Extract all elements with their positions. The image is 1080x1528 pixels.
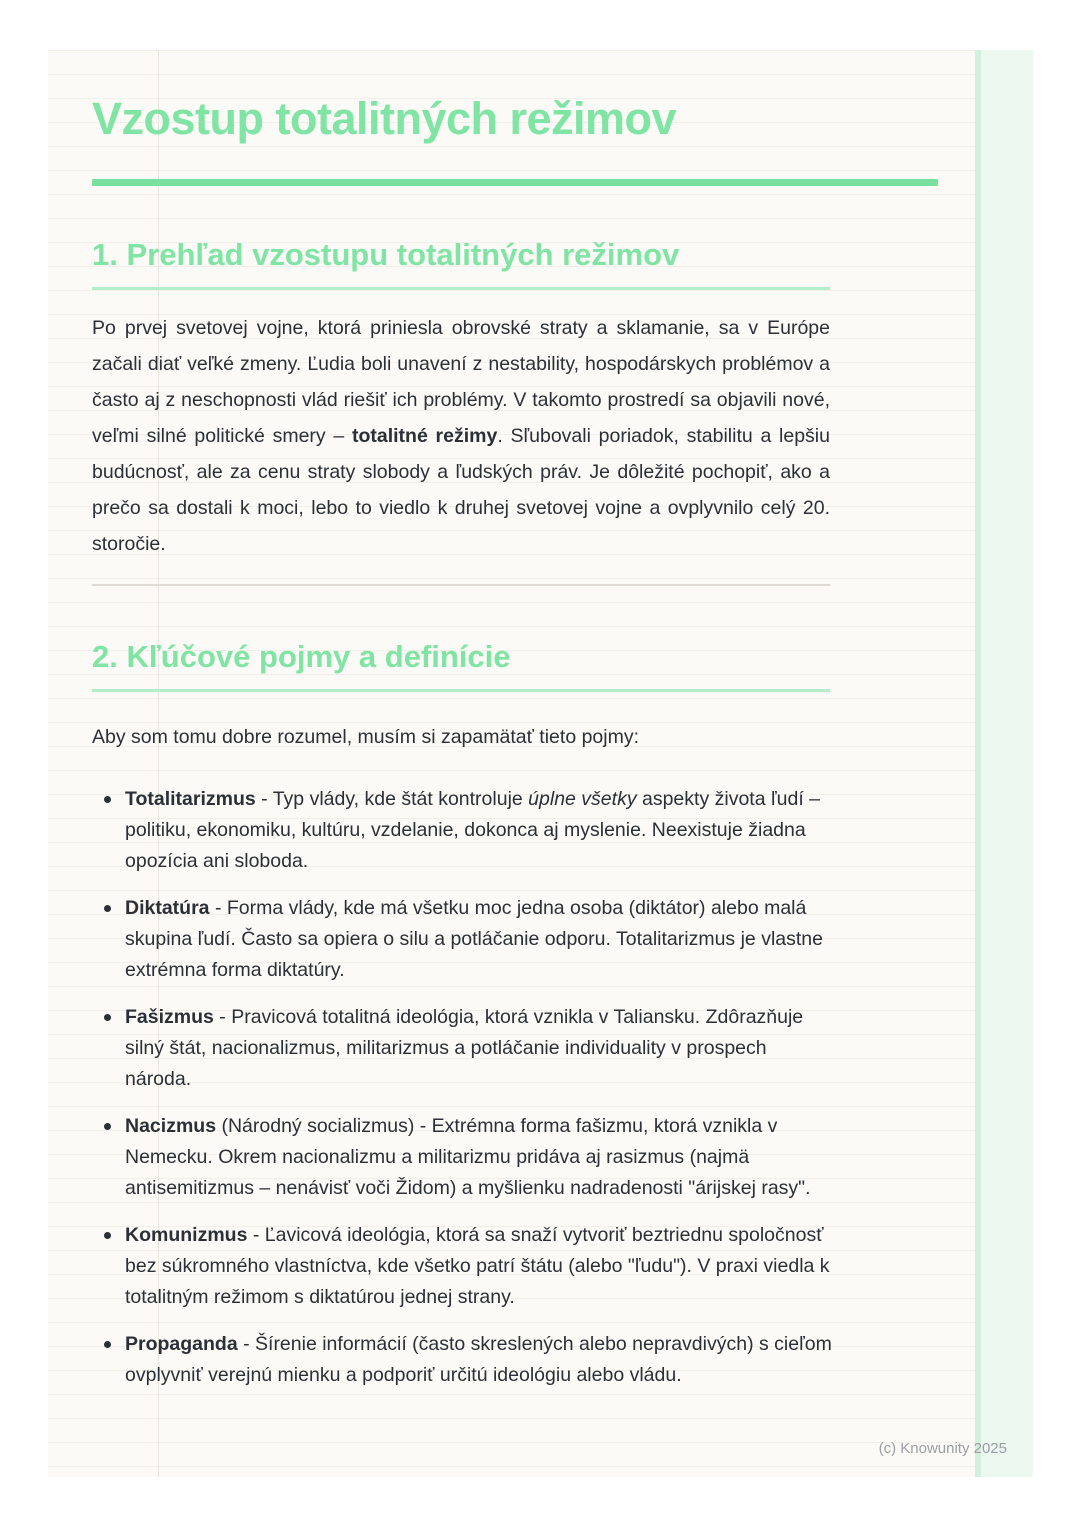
term-item-nacizmus [92, 1111, 832, 1204]
notebook-page [48, 50, 1033, 1477]
page-content [48, 50, 1033, 1391]
term-item-totalitarizmus [92, 784, 832, 877]
term-text: Komunizmus - Ľavicová ideológia, ktorá sa snaží vytvoriť beztriednu spoločnosť bez súkromného vlastníctva, kde všetko patrí štátu (alebo "ľudu"). V praxi viedla k totalitným režimom s diktatúrou jednej strany. [125, 1224, 830, 1309]
copyright-footer: (c) Knowunity 2025 [878, 1440, 1007, 1457]
bullet-dot [104, 796, 111, 803]
section-key-terms [92, 638, 1033, 1391]
term-item-diktatura [92, 893, 832, 986]
page-title: Vzostup totalitných režimov [92, 93, 677, 144]
term-item-fasizmus [92, 1002, 832, 1095]
bullet-dot [104, 1123, 111, 1130]
bullet-dot [104, 1232, 111, 1239]
term-item-komunizmus [92, 1220, 832, 1313]
section-overview [92, 236, 1033, 562]
bullet-dot [104, 1014, 111, 1021]
term-text: Diktatúra - Forma vlády, kde má všetku moc jedna osoba (diktátor) alebo malá skupina ľudí. Často sa opiera o silu a potláčanie odporu. Totalitarizmus je vlastne extrémna forma diktatúry. [125, 897, 823, 982]
bullet-dot [104, 1341, 111, 1348]
bullet-dot [104, 905, 111, 912]
term-text: Totalitarizmus - Typ vlády, kde štát kontroluje úplne všetky aspekty života ľudí – politiku, ekonomiku, kultúru, vzdelanie, dokonca aj myslenie. Neexistuje žiadna opozícia ani sloboda. [125, 788, 821, 873]
section-1-underline [92, 287, 830, 290]
term-item-propaganda [92, 1329, 832, 1391]
title-underline-bar [92, 179, 938, 186]
term-text: Nacizmus (Národný socializmus) - Extrémna forma fašizmu, ktorá vznikla v Nemecku. Okrem nacionalizmu a militarizmu pridáva aj rasizmus (najmä antisemitizmus – nenávisť voči Židom) a myšlienku nadradenosti "árijskej rasy". [125, 1115, 811, 1200]
key-terms-intro: Aby som tomu dobre rozumel, musím si zapamätať tieto pojmy: [92, 726, 640, 749]
section-1-heading: 1. Prehľad vzostupu totalitných režimov [92, 237, 680, 272]
term-text: Fašizmus - Pravicová totalitná ideológia, ktorá vznikla v Taliansku. Zdôrazňuje silný štát, nacionalizmus, militarizmus a potláčanie individuality v prospech národa. [125, 1006, 804, 1091]
section-2-underline [92, 689, 830, 692]
section-1-paragraph: Po prvej svetovej vojne, ktorá priniesla obrovské straty a sklamanie, sa v Európe začali diať veľké zmeny. Ľudia boli unavení z nestability, hospodárskych problémov a často aj z neschopnosti vlád riešiť ich problémy. V takomto prostredí sa objavili nové, veľmi silné politické smery – totalitné režimy. Sľubovali poriadok, stabilitu a lepšiu budúcnosť, ale za cenu straty slobody a ľudských práv. Je dôležité pochopiť, ako a prečo sa dostali k moci, lebo to viedlo k druhej svetovej vojne a ovplyvnilo celý 20. storočie. [92, 317, 830, 556]
term-text: Propaganda - Šírenie informácií (často skreslených alebo nepravdivých) s cieľom ovplyvniť verejnú mienku a podporiť určitú ideológiu alebo vládu. [125, 1333, 832, 1387]
section-2-heading: 2. Kľúčové pojmy a definície [92, 639, 511, 675]
key-terms-list [92, 784, 832, 1391]
section-divider [92, 584, 830, 586]
